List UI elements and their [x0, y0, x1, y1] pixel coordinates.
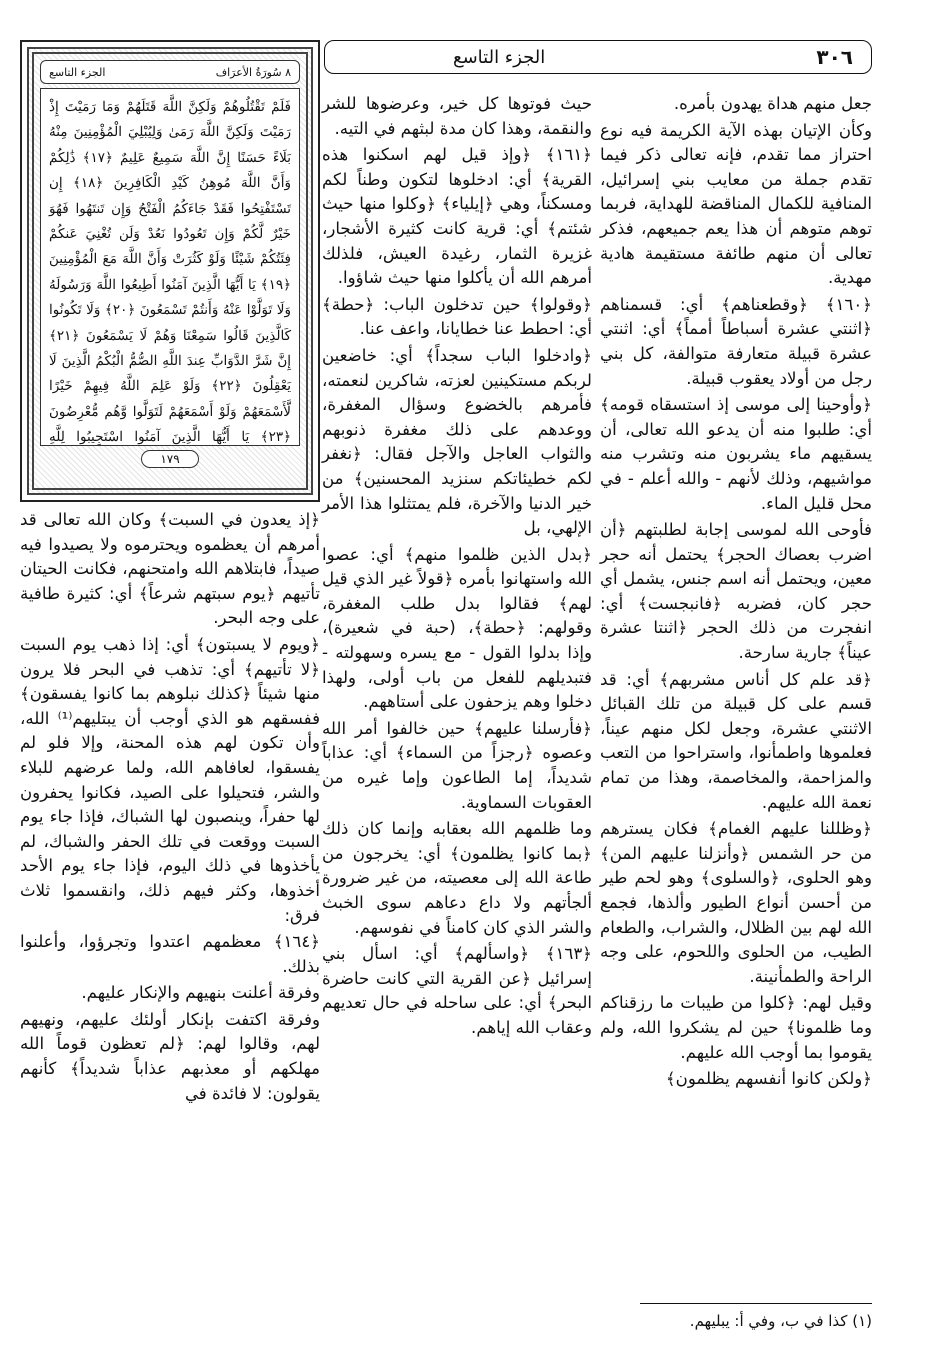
juz-label: الجزء التاسع — [49, 65, 106, 79]
part-title: الجزء التاسع — [453, 46, 546, 68]
paragraph: وفرقة اكتفت بإنكار أولئك عليهم، ونهيهم لهم، وقالوا لهم: ﴿لم تعظون قوماً الله مهلكهم أو معذبهم عذاباً شديداً﴾ كأنهم يقولون: لا فائدة في — [20, 1009, 320, 1103]
paragraph: ﴿١٦٣﴾ ﴿واسألهم﴾ أي: اسأل بني إسرائيل ﴿عن القرية التي كانت حاضرة البحر﴾ أي: على ساحله في حال تعديهم وعقاب الله إياهم. — [322, 944, 592, 1037]
paragraph: ﴿وقولوا﴾ حين تدخلون الباب: ﴿حطة﴾ أي: احطط عنا خطايانا، واعف عنا. — [322, 294, 592, 339]
paragraph: ﴿قد علم كل أناس مشربهم﴾ أي: قد قسم على كل قبيلة من تلك القبائل الاثنتي عشرة، وجعل لكل منهم عيناً، فعلموها واطمأنوا، واستراحوا من التعب والمزاحمة، والمخاصمة، وهذا من تمام نعمة الله عليهم. — [600, 669, 872, 812]
paragraph: ﴿١٦١﴾ ﴿وإذ قيل لهم اسكنوا هذه القرية﴾ أي: ادخلوها لتكون وطناً لكم ومسكناً، وهي ﴿إيلياء﴾ ﴿وكلوا منها حيث شئتم﴾ أي: قرية كانت كثيرة الأشجار، غزيرة الثمار، رغيدة العيش، فلذلك أمرهم الله أن يأكلوا منها حيث شاؤوا. — [322, 145, 592, 288]
paragraph: فأوحى الله لموسى إجابة لطلبتهم ﴿أن اضرب بعصاك الحجر﴾ يحتمل أنه حجر معين، ويحتمل أنه اسم جنس، يشمل أي حجر كان، فضربه ﴿فانبجست﴾ أي: انفجرت من ذلك الحجر ﴿اثنتا عشرة عيناً﴾ جارية سارحة. — [600, 520, 872, 663]
page-number: ٣٠٦ — [816, 45, 853, 69]
quran-panel-header — [40, 60, 300, 84]
paragraph: ﴿١٦٠﴾ ﴿وقطعناهم﴾ أي: قسمناهم ﴿اثنتي عشرة أسباطاً أمماً﴾ أي: اثنتي عشرة قبيلة متعارفة متوالفة، كل بني رجل من أولاد يعقوب قبيلة. — [600, 294, 872, 388]
paragraph: ﴿وأوحينا إلى موسى إذ استسقاه قومه﴾ أي: طلبوا منه أن يدعو الله تعالى، أن يسقيهم ماء يشربون منه وتشرب منه مواشيهم، وذلك لأنهم - والله أعلم - في محل قليل الماء. — [600, 395, 872, 513]
page-header — [324, 40, 872, 74]
column-left — [20, 508, 320, 1298]
paragraph: جعل منهم هداة يهدون بأمره. — [673, 94, 872, 113]
ornamental-frame — [27, 47, 313, 495]
paragraph: حيث فوتوها كل خير، وعرضوها للشر والنقمة، وهذا كان مدة لبثهم في التيه. — [322, 94, 592, 138]
paragraph: ﴿وادخلوا الباب سجداً﴾ أي: خاضعين لربكم مستكينين لعزته، شاكرين لنعمته، فأمرهم بالخضوع وسؤال المغفرة، ووعدهم على ذلك مغفرة ذنوبهم والثواب العاجل والآجل فقال: ﴿نغفر لكم خطيئاتكم سنزيد المحسنين﴾ من خير الدنيا والآخرة، فلم يمتثلوا هذا الأمر الإلهي، بل — [322, 345, 592, 538]
paragraph: ﴿فأرسلنا عليهم﴾ حين خالفوا أمر الله وعصوه ﴿رجزاً من السماء﴾ أي: عذاباً شديداً، إما الطاعون وإما غيره من العقوبات السماوية. — [322, 718, 592, 812]
quran-page-number: ١٧٩ — [141, 450, 199, 468]
paragraph: وفرقة أعلنت بنهيهم والإنكار عليهم. — [81, 983, 320, 1003]
quran-panel — [20, 40, 320, 502]
paragraph: ﴿وظللنا عليهم الغمام﴾ فكان يسترهم من حر الشمس ﴿وأنزلنا عليهم المن﴾ وهو الحلوى، ﴿والسلوى﴾ وهو لحم طير من أحسن أنواع الطيور وألذها، فجمع الله لهم بين الظلال، والشراب، والطعام الطيب، من الحلوى واللحوم، على وجه الراحة والطمأنينة. — [600, 819, 872, 986]
footnote-divider — [640, 1303, 872, 1304]
paragraph: وقيل لهم: ﴿كلوا من طيبات ما رزقناكم وما ظلمونا﴾ حين لم يشكروا الله، ولم يقوموا بما أوجب الله عليهم. — [600, 993, 872, 1062]
surah-label: ٨ سُورَةُ الأعرَاف — [215, 65, 291, 79]
footnote: (١) كذا في ب، وفي أ: يبليهم. — [689, 1312, 872, 1330]
paragraph: ﴿ولكن كانوا أنفسهم يظلمون﴾ — [665, 1069, 872, 1089]
paragraph: ﴿ويوم لا يسبتون﴾ أي: إذا ذهب يوم السبت ﴿لا تأتيهم﴾ أي: تذهب في البحر فلا يرون منها شيئاً ﴿كذلك نبلوهم بما كانوا يفسقون﴾ ففسقهم هو الذي أوجب أن يبتليهم⁽¹⁾ الله، وأن تكون لهم هذه المحنة، وإلا فلو لم يفسقوا، لعافاهم الله، ولما عرضهم للبلاء والشر، فتحيلوا على الصيد، فكانوا يحفرون لها حفراً، وينصبون لها الشباك، فإذا جاء يوم السبت ووقعت في تلك الحفر والشباك، لم يأخذوها في ذلك اليوم، فإذا جاء يوم الأحد أخذوها، وكثر فيهم ذلك، وانقسموا ثلاث فرق: — [20, 634, 320, 925]
column-right — [600, 92, 872, 1300]
paragraph: ﴿إذ يعدون في السبت﴾ وكان الله تعالى قد أمرهم أن يعظموه ويحترموه ولا يصيدوا فيه صيداً، فابتلاهم الله وامتحنهم، فكانت الحيتان تأتيهم ﴿يوم سبتهم شرعاً﴾ أي: كثيرة طافية على وجه البحر. — [20, 510, 320, 628]
column-middle — [322, 92, 592, 1300]
paragraph: ﴿١٦٤﴾ معظمهم اعتدوا وتجرؤوا، وأعلنوا بذلك. — [20, 932, 320, 976]
quran-text: فَلَمْ تَقْتُلُوهُمْ وَلَكِنَّ اللَّهَ قَتَلَهُمْ وَمَا رَمَيْتَ إِذْ رَمَيْتَ وَلَكِنَّ اللَّهَ رَمَىٰ وَلِيُبْلِيَ الْمُؤْمِنِينَ مِنْهُ بَلَاءً حَسَنًا إِنَّ اللَّهَ سَمِيعٌ عَلِيمٌ ﴿١٧﴾ ذَٰلِكُمْ وَأَنَّ اللَّهَ مُوهِنُ كَيْدِ الْكَافِرِينَ ﴿١٨﴾ إِن تَسْتَفْتِحُوا فَقَدْ جَاءَكُمُ الْفَتْحُ وَإِن تَنتَهُوا فَهُوَ خَيْرٌ لَّكُمْ وَإِن تَعُودُوا نَعُدْ وَلَن تُغْنِيَ عَنكُمْ فِئَتُكُمْ شَيْئًا وَلَوْ كَثُرَتْ وَأَنَّ اللَّهَ مَعَ الْمُؤْمِنِينَ ﴿١٩﴾ يَا أَيُّهَا الَّذِينَ آمَنُوا أَطِيعُوا اللَّهَ وَرَسُولَهُ وَلَا تَوَلَّوْا عَنْهُ وَأَنتُمْ تَسْمَعُونَ ﴿٢٠﴾ وَلَا تَكُونُوا كَالَّذِينَ قَالُوا سَمِعْنَا وَهُمْ لَا يَسْمَعُونَ ﴿٢١﴾ إِنَّ شَرَّ الدَّوَابِّ عِندَ اللَّهِ الصُّمُّ الْبُكْمُ الَّذِينَ لَا يَعْقِلُونَ ﴿٢٢﴾ وَلَوْ عَلِمَ اللَّهُ فِيهِمْ خَيْرًا لَّأَسْمَعَهُمْ وَلَوْ أَسْمَعَهُمْ لَتَوَلَّوا وَّهُم مُّعْرِضُونَ ﴿٢٣﴾ يَا أَيُّهَا الَّذِينَ آمَنُوا اسْتَجِيبُوا لِلَّهِ — [40, 88, 300, 446]
paragraph: ﴿بدل الذين ظلموا منهم﴾ أي: عصوا الله واستهانوا بأمره ﴿قولاً غير الذي قيل لهم﴾ فقالوا بدل طلب المغفرة، وقولهم: ﴿حطة﴾، (حبة في شعيرة)، وإذا بدلوا القول - مع يسره وسهولته - فتبديلهم للفعل من باب أولى، ولهذا دخلوا وهم يزحفون على أستاههم. — [322, 544, 592, 712]
paragraph: وما ظلمهم الله بعقابه وإنما كان ذلك ﴿بما كانوا يظلمون﴾ أي: يخرجون من طاعة الله إلى معصيته، من غير ضرورة ألجأتهم ولا داع دعاهم سوى الخبث والشر الذي كان كامناً في نفوسهم. — [322, 819, 592, 937]
paragraph: وكأن الإتيان بهذه الآية الكريمة فيه نوع احتراز مما تقدم، فإنه تعالى ذكر فيما تقدم جملة من معايب بني إسرائيل، المنافية للكمال المناقضة للهداية، فربما توهم متوهم أن هذا يعم جميعهم، فذكر تعالى أن منهم طائفة مستقيمة هادية مهدية. — [600, 120, 872, 288]
